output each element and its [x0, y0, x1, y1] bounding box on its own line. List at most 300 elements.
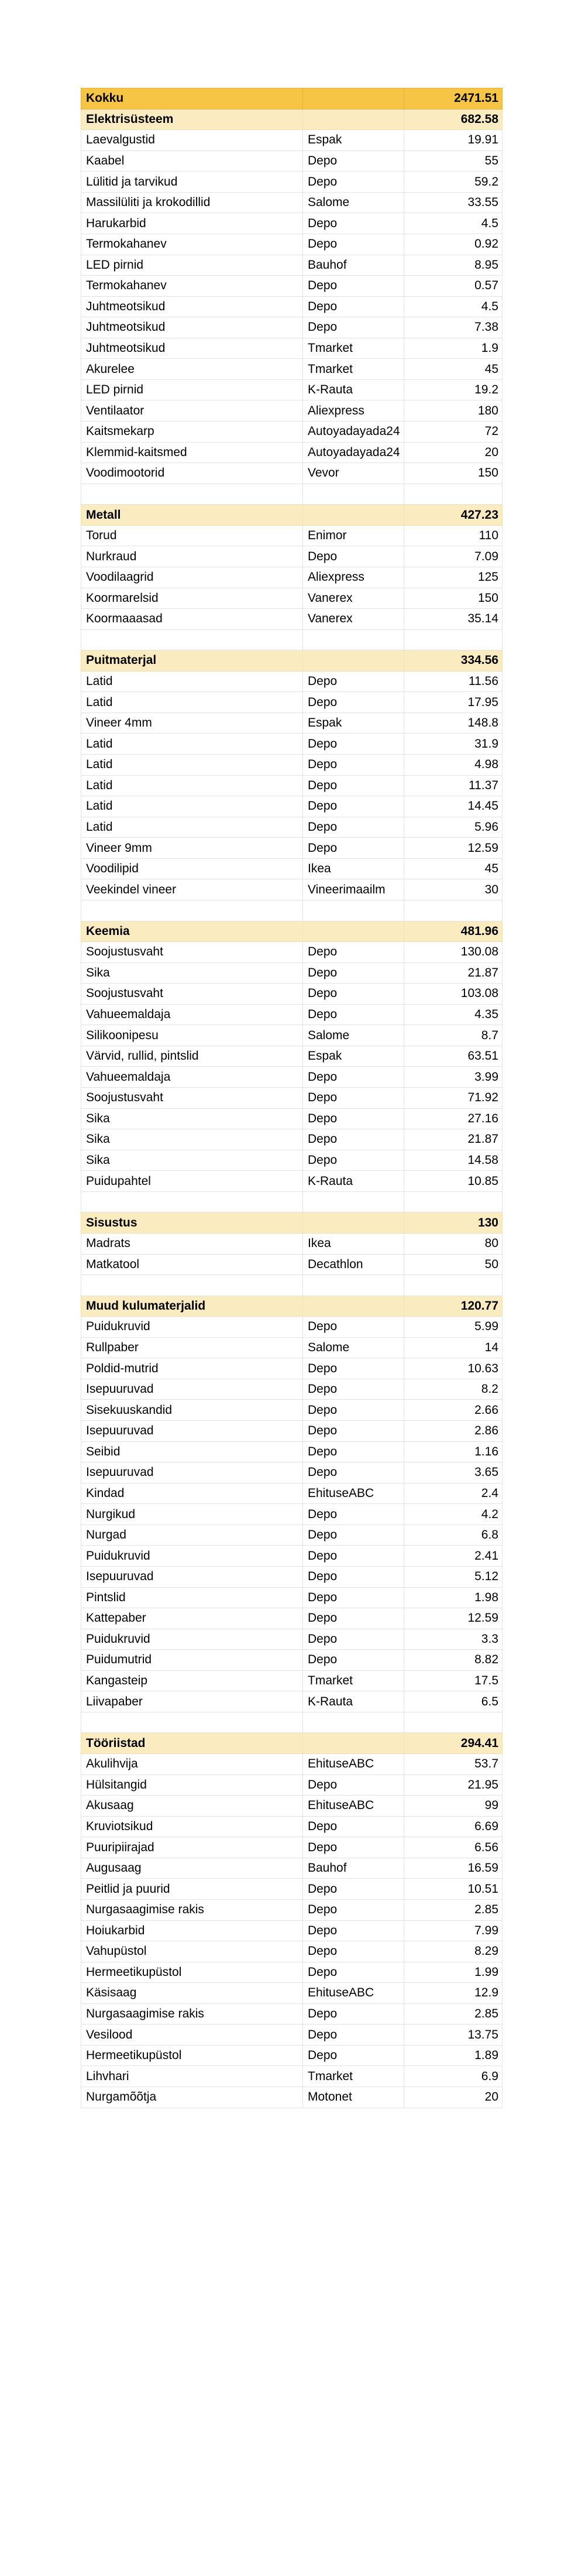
item-vendor-cell[interactable]: Depo — [303, 984, 404, 1005]
item-name-cell[interactable]: Sika — [81, 1129, 303, 1150]
item-vendor-cell[interactable]: Depo — [303, 296, 404, 317]
item-row — [81, 2087, 503, 2108]
separator-cell[interactable] — [404, 629, 503, 650]
item-vendor-cell[interactable]: Depo — [303, 755, 404, 776]
item-vendor-cell[interactable]: Espak — [303, 712, 404, 734]
item-name-cell[interactable]: Käsisaag — [81, 1983, 303, 2004]
item-price-cell[interactable]: 12.59 — [404, 838, 503, 859]
item-name-cell[interactable]: Sika — [81, 962, 303, 984]
item-vendor-cell[interactable]: K-Rauta — [303, 1691, 404, 1712]
item-vendor-cell[interactable]: Depo — [303, 1400, 404, 1421]
item-name-cell[interactable]: Akulihvija — [81, 1754, 303, 1775]
item-name-cell[interactable]: Seibid — [81, 1441, 303, 1462]
item-price-cell[interactable]: 3.65 — [404, 1462, 503, 1484]
item-row — [81, 234, 503, 255]
item-price-cell[interactable]: 3.3 — [404, 1629, 503, 1650]
item-vendor-cell[interactable]: Depo — [303, 1108, 404, 1129]
separator-cell[interactable] — [81, 1712, 303, 1733]
item-price-cell[interactable]: 2.66 — [404, 1400, 503, 1421]
item-name-cell[interactable]: Vesilood — [81, 2025, 303, 2046]
item-vendor-cell[interactable]: Tmarket — [303, 338, 404, 359]
item-vendor-cell[interactable]: Depo — [303, 1650, 404, 1671]
item-vendor-cell[interactable]: Salome — [303, 1337, 404, 1358]
separator-cell[interactable] — [81, 484, 303, 505]
item-vendor-cell[interactable]: EhituseABC — [303, 1796, 404, 1817]
item-price-cell[interactable]: 110 — [404, 525, 503, 546]
section-total-cell[interactable]: 427.23 — [404, 505, 503, 526]
item-price-cell[interactable]: 27.16 — [404, 1108, 503, 1129]
section-total-cell[interactable]: 334.56 — [404, 650, 503, 672]
item-name-cell[interactable]: Nurkraud — [81, 546, 303, 567]
section-total-cell[interactable]: 682.58 — [404, 109, 503, 130]
item-name-cell[interactable]: Poldid-mutrid — [81, 1358, 303, 1379]
item-price-cell[interactable]: 17.5 — [404, 1670, 503, 1691]
item-name-cell[interactable]: Nurgamõõtja — [81, 2087, 303, 2108]
item-price-cell[interactable]: 150 — [404, 463, 503, 484]
item-vendor-cell[interactable]: Depo — [303, 172, 404, 193]
item-name-cell[interactable]: Puidupahtel — [81, 1171, 303, 1192]
item-name-cell[interactable]: Pintslid — [81, 1587, 303, 1608]
item-price-cell[interactable]: 8.7 — [404, 1025, 503, 1046]
item-name-cell[interactable]: Silikoonipesu — [81, 1025, 303, 1046]
item-vendor-cell[interactable]: Vineerimaailm — [303, 879, 404, 900]
item-name-cell[interactable]: Massilüliti ja krokodillid — [81, 192, 303, 213]
item-name-cell[interactable]: Augusaag — [81, 1858, 303, 1879]
separator-cell[interactable] — [303, 900, 404, 921]
item-price-cell[interactable]: 16.59 — [404, 1858, 503, 1879]
item-price-cell[interactable]: 21.87 — [404, 962, 503, 984]
item-name-cell[interactable]: LED pirnid — [81, 255, 303, 276]
item-row — [81, 2045, 503, 2066]
item-vendor-cell[interactable]: Depo — [303, 1504, 404, 1525]
item-vendor-cell[interactable]: Depo — [303, 150, 404, 172]
item-price-cell[interactable]: 0.92 — [404, 234, 503, 255]
separator-cell[interactable] — [404, 1712, 503, 1733]
item-vendor-cell[interactable]: Depo — [303, 2025, 404, 2046]
item-vendor-cell[interactable]: Depo — [303, 1546, 404, 1567]
item-name-cell[interactable]: Kangasteip — [81, 1670, 303, 1691]
item-name-cell[interactable]: Harukarbid — [81, 213, 303, 234]
item-name-cell[interactable]: Isepuuruvad — [81, 1421, 303, 1442]
item-vendor-cell[interactable]: Motonet — [303, 2087, 404, 2108]
item-price-cell[interactable]: 20 — [404, 442, 503, 463]
item-name-cell[interactable]: Klemmid-kaitsmed — [81, 442, 303, 463]
item-name-cell[interactable]: Värvid, rullid, pintslid — [81, 1046, 303, 1067]
item-name-cell[interactable]: Lülitid ja tarvikud — [81, 172, 303, 193]
item-row — [81, 1358, 503, 1379]
section-name-cell[interactable]: Keemia — [81, 921, 303, 942]
item-vendor-cell[interactable]: Depo — [303, 1441, 404, 1462]
item-price-cell[interactable]: 2.85 — [404, 2003, 503, 2025]
separator-cell[interactable] — [303, 629, 404, 650]
section-header-row — [81, 650, 503, 672]
item-price-cell[interactable]: 6.69 — [404, 1816, 503, 1837]
item-name-cell[interactable]: Torud — [81, 525, 303, 546]
item-price-cell[interactable]: 17.95 — [404, 692, 503, 713]
item-vendor-cell[interactable]: Depo — [303, 1525, 404, 1546]
item-name-cell[interactable]: Latid — [81, 692, 303, 713]
item-name-cell[interactable]: Vahupüstol — [81, 1941, 303, 1962]
item-vendor-cell[interactable]: K-Rauta — [303, 379, 404, 400]
item-name-cell[interactable]: Nurgasaagimise rakis — [81, 2003, 303, 2025]
item-price-cell[interactable]: 55 — [404, 150, 503, 172]
item-price-cell[interactable]: 1.9 — [404, 338, 503, 359]
item-price-cell[interactable]: 80 — [404, 1233, 503, 1254]
item-price-cell[interactable]: 19.2 — [404, 379, 503, 400]
item-name-cell[interactable]: Vineer 4mm — [81, 712, 303, 734]
item-price-cell[interactable]: 11.56 — [404, 671, 503, 692]
item-name-cell[interactable]: Isepuuruvad — [81, 1566, 303, 1587]
item-price-cell[interactable]: 1.89 — [404, 2045, 503, 2066]
item-vendor-cell[interactable]: Depo — [303, 1837, 404, 1858]
section-name-cell[interactable]: Elektrisüsteem — [81, 109, 303, 130]
item-price-cell[interactable]: 130.08 — [404, 942, 503, 963]
separator-cell[interactable] — [404, 900, 503, 921]
item-name-cell[interactable]: Juhtmeotsikud — [81, 338, 303, 359]
item-price-cell[interactable]: 14.45 — [404, 796, 503, 817]
item-price-cell[interactable]: 21.87 — [404, 1129, 503, 1150]
item-name-cell[interactable]: Lihvhari — [81, 2066, 303, 2087]
item-vendor-cell[interactable]: Ikea — [303, 1233, 404, 1254]
item-price-cell[interactable]: 2.85 — [404, 1899, 503, 1920]
item-name-cell[interactable]: Peitlid ja puurid — [81, 1879, 303, 1900]
item-price-cell[interactable]: 30 — [404, 879, 503, 900]
item-name-cell[interactable]: Latid — [81, 817, 303, 838]
separator-cell[interactable] — [404, 1191, 503, 1212]
item-vendor-cell[interactable]: Depo — [303, 1816, 404, 1837]
section-empty-cell[interactable] — [303, 505, 404, 526]
item-vendor-cell[interactable]: Depo — [303, 213, 404, 234]
item-price-cell[interactable]: 72 — [404, 422, 503, 443]
item-name-cell[interactable]: Vineer 9mm — [81, 838, 303, 859]
item-price-cell[interactable]: 13.75 — [404, 2025, 503, 2046]
item-price-cell[interactable]: 1.99 — [404, 1962, 503, 1983]
item-vendor-cell[interactable]: Espak — [303, 130, 404, 151]
item-name-cell[interactable]: Voodimootorid — [81, 463, 303, 484]
item-name-cell[interactable]: Hermeetikupüstol — [81, 1962, 303, 1983]
item-name-cell[interactable]: Soojustusvaht — [81, 1088, 303, 1109]
item-name-cell[interactable]: Hoiukarbid — [81, 1920, 303, 1941]
item-vendor-cell[interactable]: Depo — [303, 276, 404, 297]
item-vendor-cell[interactable]: Depo — [303, 546, 404, 567]
item-vendor-cell[interactable]: Autoyadayada24 — [303, 442, 404, 463]
item-vendor-cell[interactable]: Depo — [303, 1317, 404, 1338]
item-name-cell[interactable]: Kaabel — [81, 150, 303, 172]
item-price-cell[interactable]: 45 — [404, 858, 503, 879]
item-vendor-cell[interactable]: Depo — [303, 1941, 404, 1962]
item-name-cell[interactable]: Nurgad — [81, 1525, 303, 1546]
item-price-cell[interactable]: 53.7 — [404, 1754, 503, 1775]
item-name-cell[interactable]: Hermeetikupüstol — [81, 2045, 303, 2066]
item-name-cell[interactable]: Latid — [81, 734, 303, 755]
section-total-cell[interactable]: 130 — [404, 1212, 503, 1234]
item-name-cell[interactable]: Voodilaagrid — [81, 567, 303, 588]
item-vendor-cell[interactable]: Depo — [303, 1150, 404, 1171]
section-empty-cell[interactable] — [303, 1296, 404, 1317]
item-price-cell[interactable]: 31.9 — [404, 734, 503, 755]
item-name-cell[interactable]: Juhtmeotsikud — [81, 296, 303, 317]
item-vendor-cell[interactable]: Depo — [303, 1067, 404, 1088]
item-vendor-cell[interactable]: Depo — [303, 1379, 404, 1400]
section-empty-cell[interactable] — [303, 1733, 404, 1754]
item-vendor-cell[interactable]: Espak — [303, 1046, 404, 1067]
item-price-cell[interactable]: 6.8 — [404, 1525, 503, 1546]
item-vendor-cell[interactable]: Depo — [303, 1899, 404, 1920]
item-vendor-cell[interactable]: Depo — [303, 796, 404, 817]
item-vendor-cell[interactable]: Aliexpress — [303, 400, 404, 422]
item-price-cell[interactable]: 4.5 — [404, 213, 503, 234]
item-vendor-cell[interactable]: Depo — [303, 1462, 404, 1484]
item-name-cell[interactable]: Termokahanev — [81, 234, 303, 255]
item-vendor-cell[interactable]: Depo — [303, 1088, 404, 1109]
separator-cell[interactable] — [81, 900, 303, 921]
item-vendor-cell[interactable]: K-Rauta — [303, 1171, 404, 1192]
item-name-cell[interactable]: Nurgikud — [81, 1504, 303, 1525]
separator-cell[interactable] — [303, 1275, 404, 1296]
item-price-cell[interactable]: 4.35 — [404, 1004, 503, 1025]
item-row — [81, 775, 503, 796]
item-price-cell[interactable]: 33.55 — [404, 192, 503, 213]
item-price-cell[interactable]: 99 — [404, 1796, 503, 1817]
item-vendor-cell[interactable]: Vevor — [303, 463, 404, 484]
item-price-cell[interactable]: 125 — [404, 567, 503, 588]
item-price-cell[interactable]: 63.51 — [404, 1046, 503, 1067]
item-name-cell[interactable]: Matkatool — [81, 1254, 303, 1275]
item-name-cell[interactable]: Koormaaasad — [81, 609, 303, 630]
item-vendor-cell[interactable]: Depo — [303, 234, 404, 255]
item-name-cell[interactable]: Juhtmeotsikud — [81, 317, 303, 338]
separator-cell[interactable] — [81, 1191, 303, 1212]
item-name-cell[interactable]: LED pirnid — [81, 379, 303, 400]
item-price-cell[interactable]: 148.8 — [404, 712, 503, 734]
section-total-cell[interactable]: 294.41 — [404, 1733, 503, 1754]
item-price-cell[interactable]: 11.37 — [404, 775, 503, 796]
item-price-cell[interactable]: 10.63 — [404, 1358, 503, 1379]
item-vendor-cell[interactable]: Autoyadayada24 — [303, 422, 404, 443]
grand-total-label-cell[interactable]: Kokku — [81, 88, 303, 109]
item-name-cell[interactable]: Koormarelsid — [81, 588, 303, 609]
item-vendor-cell[interactable]: Depo — [303, 962, 404, 984]
item-price-cell[interactable]: 50 — [404, 1254, 503, 1275]
item-price-cell[interactable]: 5.12 — [404, 1566, 503, 1587]
separator-cell[interactable] — [303, 1712, 404, 1733]
item-vendor-cell[interactable]: Depo — [303, 2045, 404, 2066]
item-vendor-cell[interactable]: Depo — [303, 775, 404, 796]
item-name-cell[interactable]: Vahueemaldaja — [81, 1004, 303, 1025]
item-vendor-cell[interactable]: Depo — [303, 1629, 404, 1650]
item-vendor-cell[interactable]: Depo — [303, 317, 404, 338]
item-price-cell[interactable]: 2.41 — [404, 1546, 503, 1567]
item-name-cell[interactable]: Soojustusvaht — [81, 984, 303, 1005]
item-vendor-cell[interactable]: Aliexpress — [303, 567, 404, 588]
item-name-cell[interactable]: Kaitsmekarp — [81, 422, 303, 443]
item-name-cell[interactable]: Puidumutrid — [81, 1650, 303, 1671]
item-name-cell[interactable]: Veekindel vineer — [81, 879, 303, 900]
item-vendor-cell[interactable]: Depo — [303, 1962, 404, 1983]
item-vendor-cell[interactable]: Enimor — [303, 525, 404, 546]
item-name-cell[interactable]: Termokahanev — [81, 276, 303, 297]
item-vendor-cell[interactable]: Depo — [303, 1587, 404, 1608]
item-vendor-cell[interactable]: Depo — [303, 942, 404, 963]
item-price-cell[interactable]: 59.2 — [404, 172, 503, 193]
item-price-cell[interactable]: 8.95 — [404, 255, 503, 276]
item-price-cell[interactable]: 6.9 — [404, 2066, 503, 2087]
separator-cell[interactable] — [404, 484, 503, 505]
item-price-cell[interactable]: 4.2 — [404, 1504, 503, 1525]
item-price-cell[interactable]: 19.91 — [404, 130, 503, 151]
item-price-cell[interactable]: 12.59 — [404, 1608, 503, 1629]
item-name-cell[interactable]: Puidukruvid — [81, 1546, 303, 1567]
item-price-cell[interactable]: 4.5 — [404, 296, 503, 317]
item-price-cell[interactable]: 6.56 — [404, 1837, 503, 1858]
item-name-cell[interactable]: Sisekuuskandid — [81, 1400, 303, 1421]
item-vendor-cell[interactable]: Depo — [303, 1566, 404, 1587]
section-empty-cell[interactable] — [303, 650, 404, 672]
item-vendor-cell[interactable]: EhituseABC — [303, 1483, 404, 1504]
item-name-cell[interactable]: Puuripiirajad — [81, 1837, 303, 1858]
item-name-cell[interactable]: Laevalgustid — [81, 130, 303, 151]
item-price-cell[interactable]: 20 — [404, 2087, 503, 2108]
item-price-cell[interactable]: 14.58 — [404, 1150, 503, 1171]
section-empty-cell[interactable] — [303, 1212, 404, 1234]
item-vendor-cell[interactable]: Salome — [303, 192, 404, 213]
item-price-cell[interactable]: 5.96 — [404, 817, 503, 838]
item-vendor-cell[interactable]: Depo — [303, 671, 404, 692]
item-price-cell[interactable]: 1.98 — [404, 1587, 503, 1608]
item-name-cell[interactable]: Hülsitangid — [81, 1775, 303, 1796]
spreadsheet — [81, 88, 503, 2108]
item-price-cell[interactable]: 45 — [404, 359, 503, 380]
item-name-cell[interactable]: Sika — [81, 1108, 303, 1129]
item-name-cell[interactable]: Isepuuruvad — [81, 1462, 303, 1484]
section-name-cell[interactable]: Sisustus — [81, 1212, 303, 1234]
item-price-cell[interactable]: 35.14 — [404, 609, 503, 630]
item-vendor-cell[interactable]: Depo — [303, 1879, 404, 1900]
item-price-cell[interactable]: 7.38 — [404, 317, 503, 338]
item-name-cell[interactable]: Kruviotsikud — [81, 1816, 303, 1837]
item-vendor-cell[interactable]: Ikea — [303, 858, 404, 879]
item-vendor-cell[interactable]: Depo — [303, 817, 404, 838]
item-vendor-cell[interactable]: Tmarket — [303, 1670, 404, 1691]
item-vendor-cell[interactable]: Tmarket — [303, 2066, 404, 2087]
item-vendor-cell[interactable]: Tmarket — [303, 359, 404, 380]
item-price-cell[interactable]: 8.82 — [404, 1650, 503, 1671]
section-total-cell[interactable]: 481.96 — [404, 921, 503, 942]
grand-total-value-cell[interactable]: 2471.51 — [404, 88, 503, 109]
item-name-cell[interactable]: Voodilipid — [81, 858, 303, 879]
section-name-cell[interactable]: Metall — [81, 505, 303, 526]
item-name-cell[interactable]: Puidukruvid — [81, 1629, 303, 1650]
item-price-cell[interactable]: 14 — [404, 1337, 503, 1358]
section-empty-cell[interactable] — [303, 921, 404, 942]
item-price-cell[interactable]: 0.57 — [404, 276, 503, 297]
section-name-cell[interactable]: Tööriistad — [81, 1733, 303, 1754]
item-name-cell[interactable]: Sika — [81, 1150, 303, 1171]
item-name-cell[interactable]: Akurelee — [81, 359, 303, 380]
item-price-cell[interactable]: 150 — [404, 588, 503, 609]
item-vendor-cell[interactable]: Salome — [303, 1025, 404, 1046]
expenses-table-body — [81, 88, 503, 2108]
item-price-cell[interactable]: 7.09 — [404, 546, 503, 567]
separator-cell[interactable] — [303, 484, 404, 505]
item-name-cell[interactable]: Latid — [81, 796, 303, 817]
separator-cell[interactable] — [81, 629, 303, 650]
item-price-cell[interactable]: 10.85 — [404, 1171, 503, 1192]
item-price-cell[interactable]: 103.08 — [404, 984, 503, 1005]
separator-cell[interactable] — [81, 1275, 303, 1296]
item-price-cell[interactable]: 180 — [404, 400, 503, 422]
grand-total-empty-cell[interactable] — [303, 88, 404, 109]
item-vendor-cell[interactable]: Vanerex — [303, 609, 404, 630]
item-vendor-cell[interactable]: Bauhof — [303, 1858, 404, 1879]
item-vendor-cell[interactable]: Depo — [303, 1920, 404, 1941]
item-name-cell[interactable]: Akusaag — [81, 1796, 303, 1817]
item-vendor-cell[interactable]: Depo — [303, 1358, 404, 1379]
item-vendor-cell[interactable]: Depo — [303, 692, 404, 713]
section-name-cell[interactable]: Muud kulumaterjalid — [81, 1296, 303, 1317]
item-name-cell[interactable]: Isepuuruvad — [81, 1379, 303, 1400]
item-name-cell[interactable]: Puidukruvid — [81, 1317, 303, 1338]
item-name-cell[interactable]: Vahueemaldaja — [81, 1067, 303, 1088]
item-name-cell[interactable]: Kattepaber — [81, 1608, 303, 1629]
item-vendor-cell[interactable]: EhituseABC — [303, 1983, 404, 2004]
separator-cell[interactable] — [404, 1275, 503, 1296]
item-name-cell[interactable]: Latid — [81, 755, 303, 776]
item-price-cell[interactable]: 4.98 — [404, 755, 503, 776]
item-price-cell[interactable]: 2.86 — [404, 1421, 503, 1442]
item-vendor-cell[interactable]: Depo — [303, 838, 404, 859]
item-price-cell[interactable]: 8.2 — [404, 1379, 503, 1400]
item-name-cell[interactable]: Madrats — [81, 1233, 303, 1254]
item-name-cell[interactable]: Rullpaber — [81, 1337, 303, 1358]
section-total-cell[interactable]: 120.77 — [404, 1296, 503, 1317]
item-price-cell[interactable]: 21.95 — [404, 1775, 503, 1796]
item-price-cell[interactable]: 5.99 — [404, 1317, 503, 1338]
item-vendor-cell[interactable]: Depo — [303, 1775, 404, 1796]
item-name-cell[interactable]: Kindad — [81, 1483, 303, 1504]
section-empty-cell[interactable] — [303, 109, 404, 130]
item-price-cell[interactable]: 7.99 — [404, 1920, 503, 1941]
item-vendor-cell[interactable]: Depo — [303, 1421, 404, 1442]
item-vendor-cell[interactable]: Bauhof — [303, 255, 404, 276]
item-vendor-cell[interactable]: Depo — [303, 734, 404, 755]
item-name-cell[interactable]: Soojustusvaht — [81, 942, 303, 963]
item-vendor-cell[interactable]: Depo — [303, 1129, 404, 1150]
item-name-cell[interactable]: Liivapaber — [81, 1691, 303, 1712]
separator-cell[interactable] — [303, 1191, 404, 1212]
item-name-cell[interactable]: Ventilaator — [81, 400, 303, 422]
item-vendor-cell[interactable]: Depo — [303, 1608, 404, 1629]
item-name-cell[interactable]: Latid — [81, 671, 303, 692]
section-name-cell[interactable]: Puitmaterjal — [81, 650, 303, 672]
item-price-cell[interactable]: 10.51 — [404, 1879, 503, 1900]
item-vendor-cell[interactable]: EhituseABC — [303, 1754, 404, 1775]
item-price-cell[interactable]: 2.4 — [404, 1483, 503, 1504]
item-price-cell[interactable]: 1.16 — [404, 1441, 503, 1462]
item-row — [81, 567, 503, 588]
item-vendor-cell[interactable]: Decathlon — [303, 1254, 404, 1275]
item-vendor-cell[interactable]: Depo — [303, 2003, 404, 2025]
item-price-cell[interactable]: 3.99 — [404, 1067, 503, 1088]
item-vendor-cell[interactable]: Vanerex — [303, 588, 404, 609]
item-vendor-cell[interactable]: Depo — [303, 1004, 404, 1025]
item-name-cell[interactable]: Latid — [81, 775, 303, 796]
item-price-cell[interactable]: 8.29 — [404, 1941, 503, 1962]
item-price-cell[interactable]: 12.9 — [404, 1983, 503, 2004]
item-price-cell[interactable]: 6.5 — [404, 1691, 503, 1712]
item-price-cell[interactable]: 71.92 — [404, 1088, 503, 1109]
item-name-cell[interactable]: Nurgasaagimise rakis — [81, 1899, 303, 1920]
